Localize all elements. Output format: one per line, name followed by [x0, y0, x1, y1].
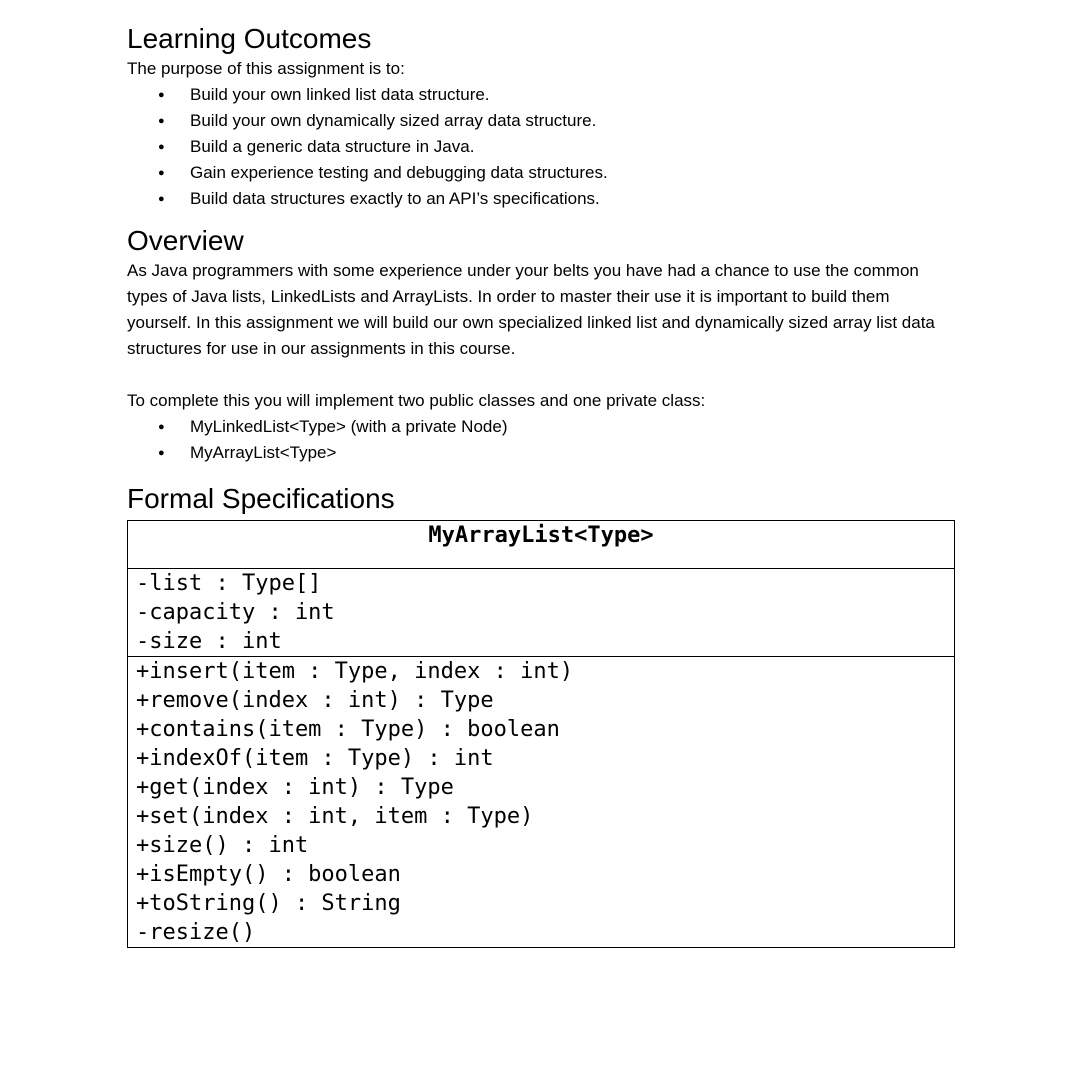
uml-method: +contains(item : Type) : boolean — [136, 717, 560, 742]
uml-method: +get(index : int) : Type — [136, 775, 454, 800]
uml-method: +remove(index : int) : Type — [136, 688, 494, 713]
overview-heading: Overview — [127, 225, 244, 256]
uml-method: +indexOf(item : Type) : int — [136, 746, 494, 771]
uml-method: +toString() : String — [136, 891, 401, 916]
list-item: ● Build your own linked list data structure. — [190, 82, 955, 108]
learning-outcomes-heading: Learning Outcomes — [127, 23, 372, 54]
learning-outcomes-list — [127, 82, 955, 212]
uml-method: +isEmpty() : boolean — [136, 862, 401, 887]
formal-specifications-heading: Formal Specifications — [127, 483, 395, 514]
list-item: ● MyArrayList<Type> — [190, 440, 955, 466]
overview-paragraph: As Java programmers with some experience under your belts you have had a chance to use the common types of Java lists, LinkedLists and ArrayLists. In order to master their use it is important to build them yourself. In this assignment we will build our own specialized linked list and dynamically sized array list data structures for use in our assignments in this course. — [127, 261, 935, 358]
learning-outcomes-section — [127, 22, 955, 212]
uml-method: +insert(item : Type, index : int) — [136, 659, 574, 684]
uml-method: +set(index : int, item : Type) — [136, 804, 534, 829]
list-item: ● Build a generic data structure in Java. — [190, 134, 955, 160]
list-item: ● Gain experience testing and debugging data structures. — [190, 160, 955, 186]
uml-method: +size() : int — [136, 833, 309, 858]
uml-class-diagram — [127, 520, 955, 948]
uml-methods — [128, 657, 955, 948]
list-item: ● MyLinkedList<Type> (with a private Node) — [190, 414, 955, 440]
uml-fields — [128, 569, 955, 657]
document-page — [127, 22, 955, 948]
list-item: ● Build data structures exactly to an API’s specifications. — [190, 186, 955, 212]
uml-method: -resize() — [136, 920, 256, 945]
overview-classes-list — [127, 414, 955, 466]
formal-specifications-section — [127, 482, 955, 948]
overview-classes-intro: To complete this you will implement two public classes and one private class: — [127, 391, 706, 410]
list-item: ● Build your own dynamically sized array data structure. — [190, 108, 955, 134]
uml-field: -size : int — [136, 629, 282, 654]
learning-outcomes-intro: The purpose of this assignment is to: — [127, 59, 405, 78]
uml-class-name: MyArrayList<Type> — [128, 521, 955, 569]
paragraph-spacer — [127, 362, 955, 388]
uml-field: -capacity : int — [136, 600, 335, 625]
uml-field: -list : Type[] — [136, 571, 322, 596]
overview-section — [127, 224, 955, 466]
